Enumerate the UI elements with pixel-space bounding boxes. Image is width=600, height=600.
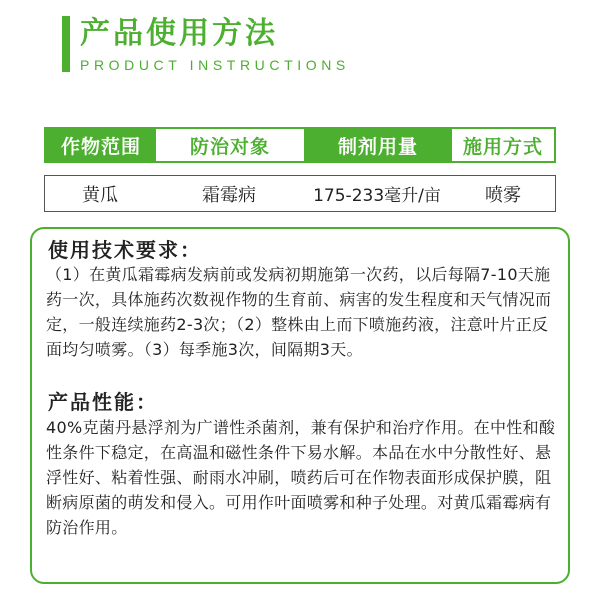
title-accent-bar <box>62 16 70 72</box>
table-cell-method: 喷雾 <box>485 184 521 206</box>
table-row <box>44 175 556 212</box>
table-cell-dosage: 175-233毫升/亩 <box>313 186 441 206</box>
table-header-crop: 作物范围 <box>46 129 156 161</box>
table-cell-target: 霜霉病 <box>202 184 256 206</box>
table-header <box>44 127 556 163</box>
table-header-method: 施用方式 <box>452 129 554 161</box>
table-header-dosage: 制剂用量 <box>304 129 452 161</box>
usage-section-text: （1）在黄瓜霜霉病发病前或发病初期施第一次药，以后每隔7-10天施药一次，具体施药次数视作物的生育前、病害的发生程度和天气情况而定，一般连续施药2-3次；（2）整株由上而下喷施药液，注意叶片正反面均匀喷雾。（3）每季施3次，间隔期3天。 <box>46 265 552 359</box>
table-cell-crop: 黄瓜 <box>82 184 118 206</box>
page-title: 产品使用方法 <box>80 16 278 51</box>
performance-section-title: 产品性能： <box>48 390 158 414</box>
usage-section-title: 使用技术要求： <box>48 238 202 262</box>
table-header-target: 防治对象 <box>156 129 304 161</box>
performance-section-text: 40%克菌丹悬浮剂为广谱性杀菌剂，兼有保护和治疗作用。在中性和酸性条件下稳定，在高温和磁性条件下易水解。本品在水中分散性好、悬浮性好、粘着性强、耐雨水冲刷，喷药后可在作物表面形成保护膜，阻断病原菌的萌发和侵入。可用作叶面喷雾和种子处理。对黄瓜霜霉病有防治作用。 <box>46 418 556 537</box>
page-subtitle: PRODUCT INSTRUCTIONS <box>80 57 350 73</box>
instructions-panel <box>30 227 570 584</box>
